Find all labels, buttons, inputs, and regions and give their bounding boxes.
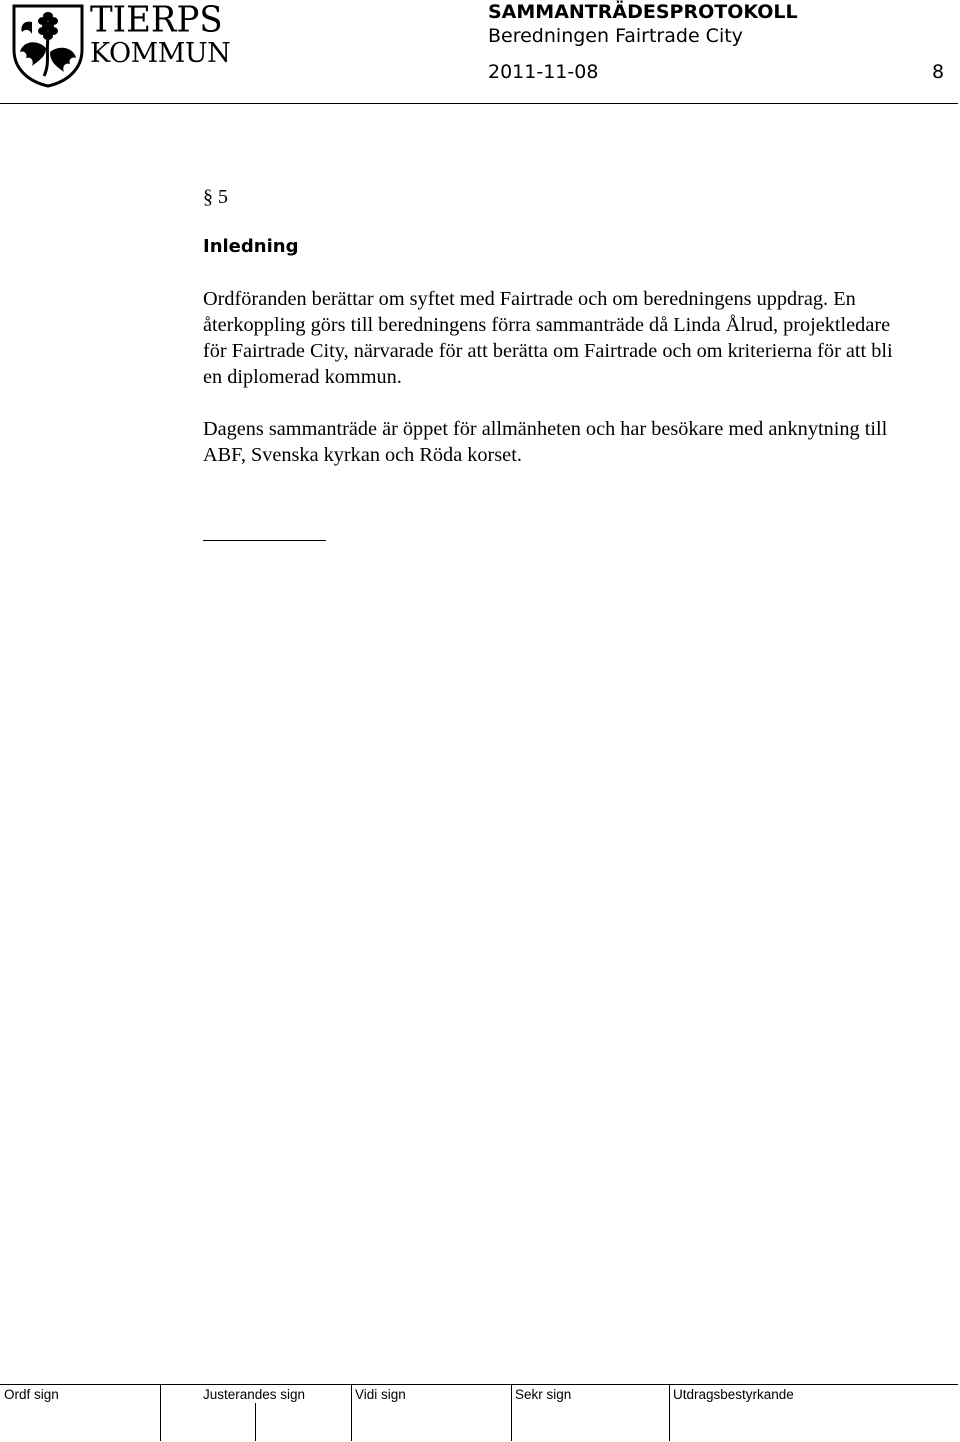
municipality-coat-of-arms <box>10 2 86 88</box>
signature-cell-secretary <box>511 1385 669 1441</box>
signature-label: Vidi sign <box>355 1387 406 1402</box>
signature-cell-certified-extract <box>669 1385 958 1441</box>
signature-label: Justerandes sign <box>203 1387 306 1402</box>
signature-divider <box>160 1385 161 1441</box>
signature-bar <box>0 1384 958 1441</box>
header-divider <box>0 103 958 104</box>
municipality-wordmark <box>90 2 230 67</box>
signature-cell-witness <box>351 1385 511 1441</box>
section-paragraph-number: § 5 <box>203 186 228 208</box>
signature-label: Ordf sign <box>4 1387 59 1402</box>
signature-cell-adjusters <box>199 1385 351 1441</box>
body-paragraph: Ordföranden berättar om syftet med Fairtrade och om beredningens uppdrag. En återkoppling görs till beredningens förra sammanträde då Linda Ålrud, projektledare för Fairtrade City, närvarade för att berätta om Fairtrade och om kriterierna för att bli en diplomerad kommun. <box>203 288 893 388</box>
signature-subdivider <box>255 1403 256 1441</box>
page-number: 8 <box>932 61 945 83</box>
section-heading: Inledning <box>203 236 299 257</box>
body-paragraph: Dagens sammanträde är öppet för allmänheten och har besökare med anknytning till ABF, Svenska kyrkan och Röda korset. <box>203 418 888 466</box>
document-type: SAMMANTRÄDESPROTOKOLL <box>488 1 798 23</box>
wordmark-line-2: KOMMUN <box>90 38 231 69</box>
minutes-section <box>203 182 903 541</box>
signature-label: Sekr sign <box>515 1387 572 1402</box>
wordmark-line-1: TIERPS <box>90 0 223 41</box>
meeting-date: 2011-11-08 <box>488 61 599 83</box>
section-end-rule <box>203 540 326 541</box>
signature-cell-chair <box>0 1385 160 1441</box>
committee-name: Beredningen Fairtrade City <box>488 25 743 47</box>
signature-label: Utdragsbestyrkande <box>673 1387 794 1402</box>
